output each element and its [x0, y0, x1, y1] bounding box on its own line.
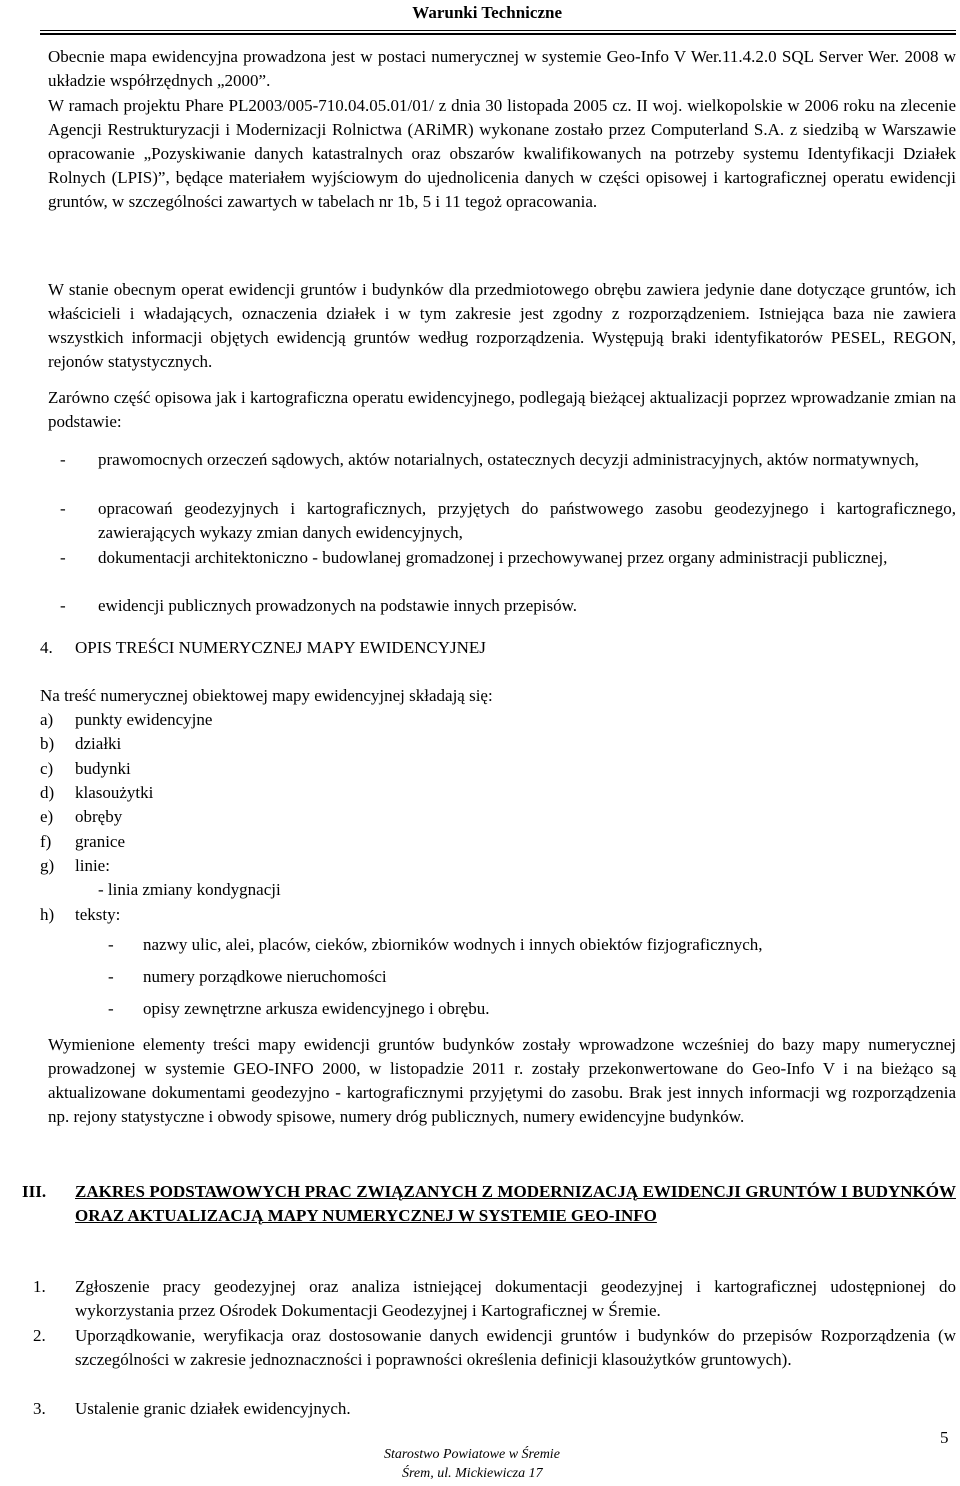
paragraph-intro-3: W stanie obecnym operat ewidencji gruntów i budynków dla przedmiotowego obrębu zawiera jedynie dane dotyczące gruntów, ich właścicieli i władających, oznaczenia działek i w tym zakresie jest zgodny z rozporządzeniem. Istniejąca baza nie zawiera wszystkich informacji objętych ewidencją gruntów według rozporządzenia. Występują braki identyfikatorów PESEL, REGON, rejonów statystycznych. [48, 280, 956, 371]
list-item: numery porządkowe nieruchomości [143, 967, 387, 986]
item-label: f) [40, 832, 52, 851]
list-item: Ustalenie granic działek ewidencyjnych. [75, 1399, 351, 1418]
list-item: prawomocnych orzeczeń sądowych, aktów notarialnych, ostatecznych decyzji administracyjnych, aktów normatywnych, [98, 450, 919, 469]
item-text: teksty: [75, 905, 121, 924]
footer-address: Śrem, ul. Mickiewicza 17 [402, 1466, 543, 1481]
item-label: g) [40, 856, 55, 875]
list-item: ewidencji publicznych prowadzonych na podstawie innych przepisów. [98, 596, 577, 615]
section-title: ZAKRES PODSTAWOWYCH PRAC ZWIĄZANYCH Z MODERNIZACJĄ EWIDENCJI GRUNTÓW I BUDYNKÓW ORAZ AKTUALIZACJĄ MAPY NUMERYCZNEJ W SYSTEMIE GEO-INFO [75, 1182, 956, 1225]
item-number: 1. [33, 1277, 46, 1296]
page-number: 5 [940, 1428, 949, 1447]
item-text: działki [75, 734, 122, 753]
section-number: III. [22, 1182, 47, 1201]
list-bullet: - [60, 499, 66, 518]
list-item: Uporządkowanie, weryfikacja oraz dostosowanie danych ewidencji gruntów i budynków do przepisów Rozporządzenia (w szczególności w zakresie jednoznaczności i poprawności określenia definicji klasoużytków gruntowych). [75, 1326, 956, 1369]
item-label: c) [40, 759, 54, 778]
list-bullet: - [60, 548, 66, 567]
list-item: dokumentacji architektoniczno - budowlanej gromadzonej i przechowywanej przez organy administracji publicznej, [98, 548, 888, 567]
item-text: granice [75, 832, 126, 851]
page-header [0, 0, 960, 28]
header-rule [40, 30, 956, 31]
paragraph-intro-2: W ramach projektu Phare PL2003/005-710.04.05.01/01/ z dnia 30 listopada 2005 cz. II woj. wielkopolskie w 2006 roku na zlecenie Agencji Restrukturyzacji i Modernizacji Rolnictwa (ARiMR) wykonane zostało przez Computerland S.A. z siedzibą w Warszawie opracowanie „Pozyskiwanie danych katastralnych oraz obszarów kwalifikowanych na potrzeby systemu Identyfikacji Działek Rolnych (LPIS)”, będące materiałem wyjściowym do ujednolicenia danych w części opisowej i kartograficznej operatu ewidencji gruntów, w szczególności zawartych w tabelach nr 1b, 5 i 11 tegoż opracowania. [48, 96, 956, 211]
list-item: nazwy ulic, alei, placów, cieków, zbiorników wodnych i innych obiektów fizjograficznych, [143, 935, 763, 954]
item-text: punkty ewidencyjne [75, 710, 213, 729]
paragraph-intro-1: Obecnie mapa ewidencyjna prowadzona jest w postaci numerycznej w systemie Geo-Info V Wer.11.4.2.0 SQL Server Wer. 2008 w układzie współrzędnych „2000”. [48, 47, 956, 90]
section-number: 4. [40, 638, 53, 657]
list-bullet: - [60, 450, 66, 469]
item-label: h) [40, 905, 55, 924]
list-item: Zgłoszenie pracy geodezyjnej oraz analiza istniejącej dokumentacji geodezyjnej i kartograficznej udostępnionej do wykorzystania przez Ośrodek Dokumentacji Geodezyjnej i Kartograficznej w Śremie. [75, 1277, 956, 1320]
list-bullet: - [108, 999, 114, 1018]
footer-office: Starostwo Powiatowe w Śremie [384, 1447, 560, 1462]
header-rule-thick [40, 33, 956, 35]
list-item: opracowań geodezyjnych i kartograficznych, przyjętych do państwowego zasobu geodezyjnego i kartograficznego, zawierających wykazy zmian danych ewidencyjnych, [98, 499, 956, 542]
item-subtext: - linia zmiany kondygnacji [98, 880, 281, 899]
header-title: Warunki Techniczne [412, 3, 562, 22]
item-text: obręby [75, 807, 123, 826]
item-text: budynki [75, 759, 131, 778]
content-intro: Na treść numerycznej obiektowej mapy ewidencyjnej składają się: [40, 686, 493, 705]
list-bullet: - [60, 596, 66, 615]
section-title: OPIS TREŚCI NUMERYCZNEJ MAPY EWIDENCYJNEJ [75, 638, 486, 657]
item-text: klasoużytki [75, 783, 154, 802]
item-label: e) [40, 807, 54, 826]
item-label: a) [40, 710, 54, 729]
list-bullet: - [108, 935, 114, 954]
item-label: d) [40, 783, 55, 802]
item-number: 3. [33, 1399, 46, 1418]
paragraph-summary: Wymienione elementy treści mapy ewidencji gruntów budynków zostały wprowadzone wcześniej do bazy mapy numerycznej prowadzonej w systemie GEO-INFO 2000, w listopadzie 2011 r. zostały przekonwertowane do Geo-Info V i na bieżąco są aktualizowane dokumentami geodezyjno - kartograficznymi przyjętymi do zasobu. Brak jest innych informacji wg rozporządzenia np. rejony statystyczne i obwody spisowe, numery dróg publicznych, numery ewidencyjne budynków. [48, 1035, 956, 1126]
item-label: b) [40, 734, 55, 753]
list-bullet: - [108, 967, 114, 986]
paragraph-intro-4: Zarówno część opisowa jak i kartograficzna operatu ewidencyjnego, podlegają bieżącej aktualizacji poprzez wprowadzanie zmian na podstawie: [48, 388, 956, 431]
item-number: 2. [33, 1326, 46, 1345]
list-item: opisy zewnętrzne arkusza ewidencyjnego i obrębu. [143, 999, 490, 1018]
item-text: linie: [75, 856, 110, 875]
